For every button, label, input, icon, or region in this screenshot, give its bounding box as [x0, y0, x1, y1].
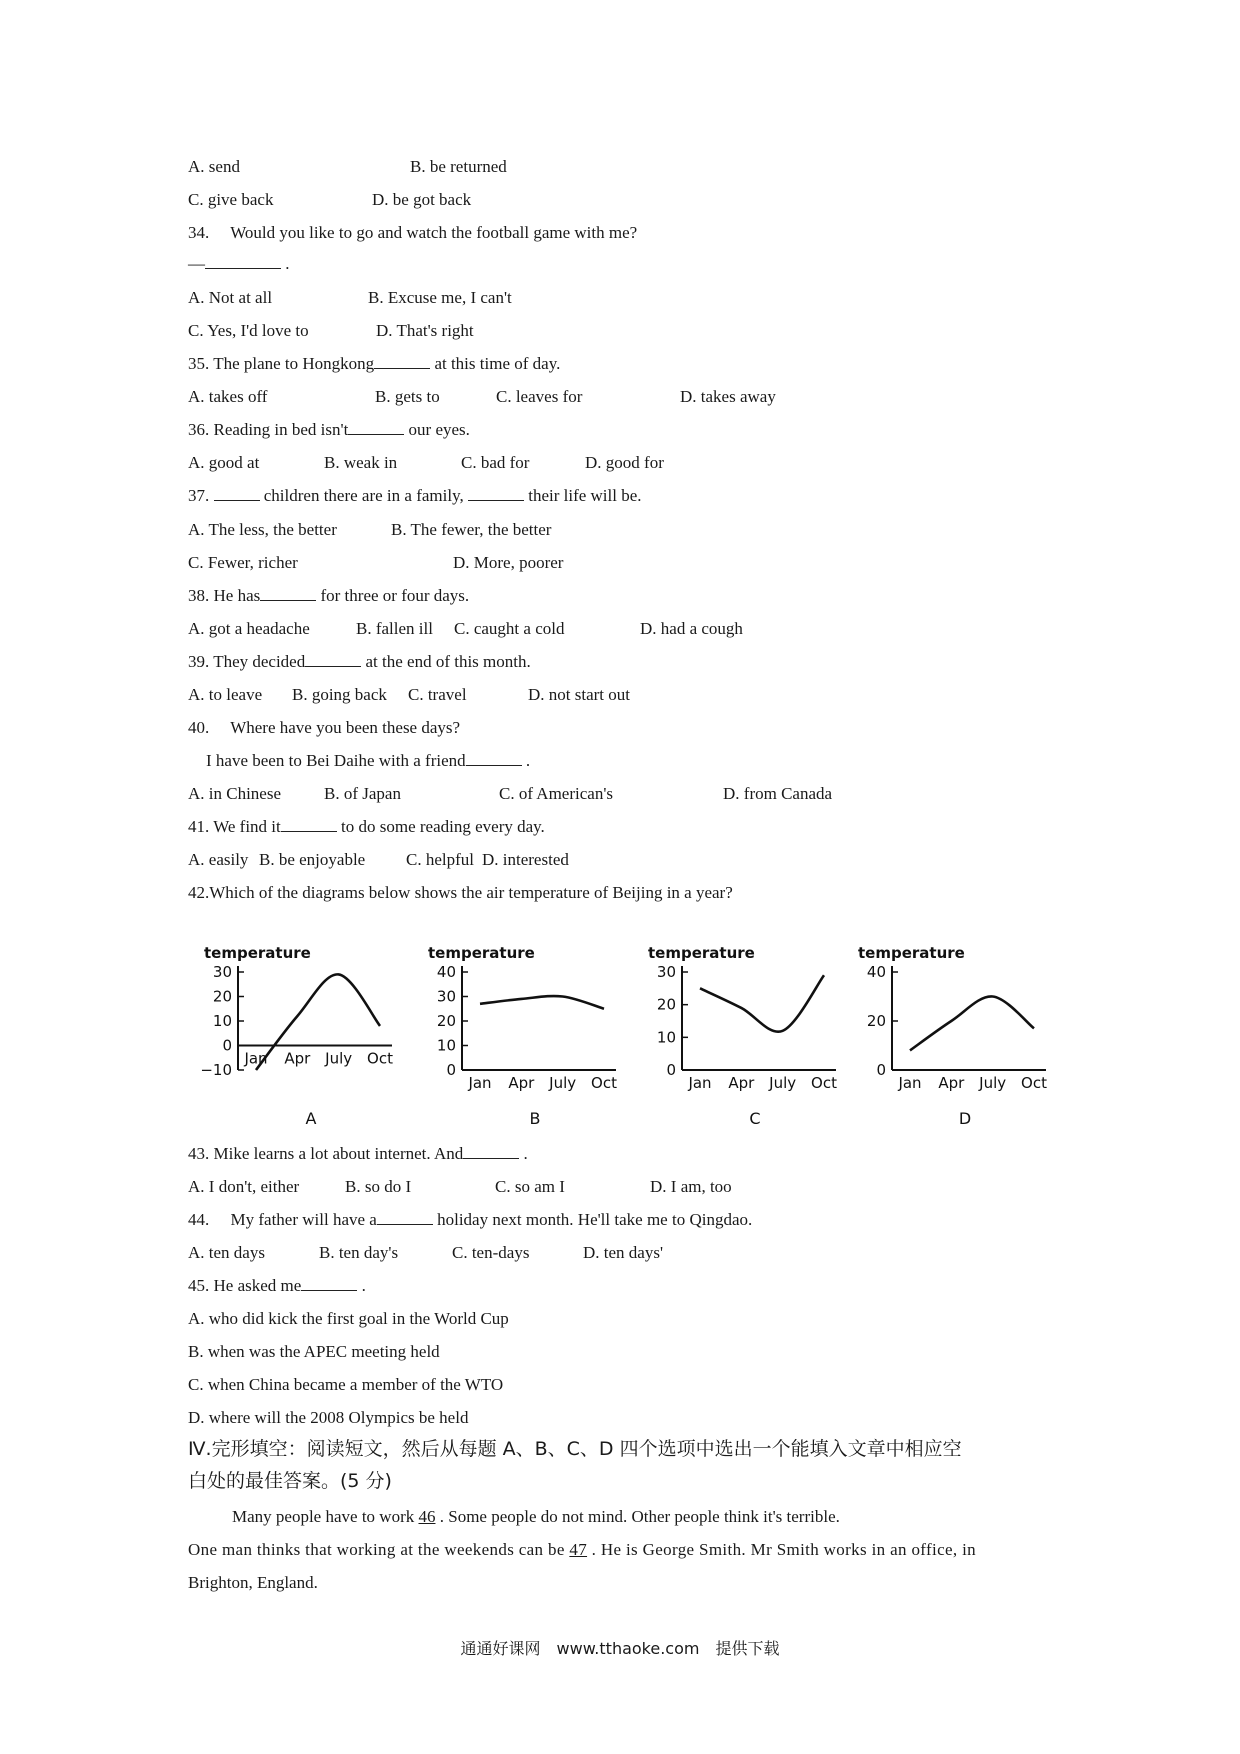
q35-stem [188, 353, 560, 375]
q39-blank [305, 652, 361, 667]
chart-caption: B [529, 1109, 541, 1128]
passage-text: Many people have to work [232, 1507, 419, 1526]
chart-y-tick-label: 10 [656, 1028, 676, 1047]
chart-x-tick-label: Jan [468, 1074, 492, 1092]
q36-blank [348, 420, 404, 435]
chart-caption: C [749, 1109, 761, 1128]
q35-option-b: B. gets to [375, 387, 440, 406]
q35-post: at this time of day. [430, 354, 561, 373]
q39-option-b: B. going back [292, 685, 387, 704]
q37-option-d: D. More, poorer [453, 553, 564, 572]
chart-y-tick-label: 40 [436, 963, 456, 981]
q35-option-d: D. takes away [680, 387, 776, 406]
q40-stem: 40. Where have you been these days? [188, 718, 461, 737]
page-footer: 通通好课网 www.tthaoke.com 提供下载 [460, 1639, 780, 1658]
q40-line2-text: I have been to Bei Daihe with a friend [206, 751, 466, 770]
q45-option-d: D. where will the 2008 Olympics be held [188, 1408, 469, 1427]
chart-temperature-line [700, 975, 824, 1031]
q39-option-d: D. not start out [528, 685, 630, 704]
q41-stem [188, 816, 545, 838]
q33-option-c: C. give back [188, 190, 274, 209]
chart-caption: A [305, 1109, 317, 1128]
q43-pre: 43. Mike learns a lot about internet. And [188, 1144, 464, 1163]
passage-line1 [232, 1506, 840, 1528]
q44-option-d: D. ten days' [583, 1243, 664, 1262]
q43-option-a: A. I don't, either [188, 1177, 300, 1196]
chart-x-tick-label: Apr [508, 1074, 535, 1092]
q38-pre: 38. He has [188, 586, 261, 605]
q45-end: . [357, 1276, 366, 1295]
q39-stem [188, 651, 531, 673]
q39-post: at the end of this month. [361, 652, 531, 671]
q37-option-b: B. The fewer, the better [391, 520, 552, 539]
q38-blank [260, 586, 316, 601]
q37-blank-1 [214, 486, 260, 501]
q33-option-a: A. send [188, 157, 240, 176]
q39-option-a: A. to leave [188, 685, 263, 704]
chart-y-tick-label: 0 [446, 1061, 456, 1079]
q41-blank [281, 817, 337, 832]
q45-pre: 45. He asked me [188, 1276, 302, 1295]
q35-blank [374, 354, 430, 369]
q36-option-a: A. good at [188, 453, 260, 472]
q41-option-a: A. easily [188, 850, 249, 869]
q41-option-b: B. be enjoyable [259, 850, 366, 869]
q45-option-c: C. when China became a member of the WTO [188, 1375, 504, 1394]
q36-option-d: D. good for [585, 453, 664, 472]
passage-text: One man thinks that working at the weekends can be [188, 1540, 570, 1559]
q33-option-b: B. be returned [410, 157, 507, 176]
blank-47: 47 [569, 1540, 588, 1559]
q41-post: to do some reading every day. [336, 817, 545, 836]
q45-blank [301, 1276, 357, 1291]
chart-y-tick-label: 30 [436, 987, 456, 1006]
q36-post: our eyes. [404, 420, 470, 439]
q40-option-c: C. of American's [499, 784, 614, 803]
q39-pre: 39. They decided [188, 652, 306, 671]
q34-end: . [285, 254, 290, 273]
q37-mid: children there are in a family, [259, 486, 468, 505]
chart-y-tick-label: 20 [656, 995, 676, 1014]
q43-stem [188, 1143, 528, 1165]
q40-blank [466, 751, 522, 766]
q34-option-d: D. That's right [376, 321, 474, 340]
chart-y-tick-label: 20 [436, 1012, 456, 1030]
q44-blank [377, 1210, 433, 1225]
q45-option-b: B. when was the APEC meeting held [188, 1342, 440, 1361]
q37-option-a: A. The less, the better [188, 520, 337, 539]
q38-option-d: D. had a cough [640, 619, 743, 638]
q37-blank-2 [468, 486, 524, 501]
q44-option-a: A. ten days [188, 1243, 265, 1262]
passage-text: . Some people do not mind. Other people think it's terrible. [435, 1507, 840, 1526]
q40-option-b: B. of Japan [324, 784, 401, 803]
q41-option-d: D. interested [482, 850, 569, 869]
q44-option-c: C. ten-days [452, 1243, 530, 1262]
q34-option-a: A. Not at all [188, 288, 273, 307]
q44-stem [188, 1209, 752, 1231]
chart-caption: D [958, 1109, 972, 1128]
chart-y-tick-label: 30 [212, 963, 232, 981]
chart-temperature-line [480, 996, 604, 1009]
q34-option-b: B. Excuse me, I can't [368, 288, 512, 307]
chart-x-tick-label: Apr [284, 1049, 311, 1068]
q43-blank [463, 1144, 519, 1159]
chart-ylabel: temperature [858, 944, 965, 962]
q41-pre: 41. We find it [188, 817, 281, 836]
q33-option-d: D. be got back [372, 190, 472, 209]
chart-x-tick-label: Oct [591, 1074, 617, 1092]
chart-ylabel: temperature [428, 944, 535, 962]
q43-option-d: D. I am, too [650, 1177, 732, 1196]
q40-end: . [521, 751, 531, 770]
passage-text: . He is George Smith. Mr Smith works in an office, in [587, 1540, 976, 1559]
chart-y-tick-label: 0 [876, 1061, 886, 1079]
q35-pre: 35. The plane to Hongkong [188, 354, 375, 373]
q38-option-a: A. got a headache [188, 619, 310, 638]
q35-option-a: A. takes off [188, 387, 268, 406]
q37-stem [188, 485, 642, 507]
q38-option-c: C. caught a cold [454, 619, 565, 638]
chart-x-tick-label: July [549, 1074, 577, 1092]
q34-blank [205, 254, 281, 269]
chart-x-tick-label: Oct [811, 1074, 837, 1092]
q37-pre: 37. [188, 486, 214, 505]
q42-stem: 42.Which of the diagrams below shows the air temperature of Beijing in a year? [188, 883, 733, 902]
q44-pre: 44. My father will have a [188, 1210, 377, 1229]
chart-x-tick-label: Jan [688, 1074, 712, 1092]
chart-y-tick-label: 30 [656, 963, 676, 981]
chart-x-tick-label: Jan [898, 1074, 922, 1092]
chart-ylabel: temperature [204, 944, 311, 962]
q34-dash: — [188, 254, 205, 273]
section4-heading-cont: 白处的最佳答案。(5 分) [188, 1470, 392, 1492]
chart-y-tick-label: 0 [666, 1061, 676, 1079]
chart-y-tick-label: 20 [212, 987, 232, 1006]
q35-option-c: C. leaves for [496, 387, 583, 406]
chart-a [196, 940, 406, 1130]
chart-y-tick-label: 20 [866, 1012, 886, 1030]
q36-pre: 36. Reading in bed isn't [188, 420, 349, 439]
q34-answer-line [188, 253, 290, 275]
q38-option-b: B. fallen ill [356, 619, 433, 638]
chart-ylabel: temperature [648, 944, 755, 962]
section4-heading: Ⅳ.完形填空：阅读短文，然后从每题 A、B、C、D 四个选项中选出一个能填入文章中相应空 [188, 1438, 962, 1460]
chart-x-tick-label: July [769, 1074, 797, 1092]
chart-x-tick-label: Jan [244, 1049, 268, 1068]
chart-y-tick-label: 10 [436, 1036, 456, 1055]
passage-line2 [188, 1539, 976, 1561]
chart-x-tick-label: July [325, 1049, 353, 1068]
q45-stem [188, 1275, 366, 1297]
q38-post: for three or four days. [316, 586, 470, 605]
q36-option-b: B. weak in [324, 453, 398, 472]
chart-x-tick-label: Apr [938, 1074, 965, 1092]
chart-c [640, 940, 850, 1130]
q37-post: their life will be. [523, 486, 642, 505]
q40-option-a: A. in Chinese [188, 784, 282, 803]
chart-d [850, 940, 1060, 1130]
q34-stem: 34. Would you like to go and watch the football game with me? [188, 223, 638, 242]
q44-post: holiday next month. He'll take me to Qingdao. [432, 1210, 753, 1229]
q40-option-d: D. from Canada [723, 784, 833, 803]
q36-option-c: C. bad for [461, 453, 530, 472]
chart-y-tick-label: −10 [200, 1061, 232, 1079]
chart-temperature-line [910, 996, 1034, 1050]
chart-x-tick-label: July [979, 1074, 1007, 1092]
chart-x-tick-label: Apr [728, 1074, 755, 1092]
q34-option-c: C. Yes, I'd love to [188, 321, 309, 340]
chart-y-tick-label: 10 [212, 1012, 232, 1030]
q44-option-b: B. ten day's [319, 1243, 399, 1262]
q36-stem [188, 419, 470, 441]
q40-line2 [206, 750, 530, 772]
chart-b [420, 940, 630, 1130]
q38-stem [188, 585, 469, 607]
q43-option-c: C. so am I [495, 1177, 565, 1196]
chart-x-tick-label: Oct [367, 1049, 393, 1068]
q45-option-a: A. who did kick the first goal in the World Cup [188, 1309, 509, 1328]
chart-temperature-line [256, 974, 380, 1070]
chart-y-tick-label: 40 [866, 963, 886, 981]
q43-option-b: B. so do I [345, 1177, 412, 1196]
blank-46: 46 [418, 1507, 436, 1526]
q43-end: . [519, 1144, 528, 1163]
q41-option-c: C. helpful [406, 850, 474, 869]
q39-option-c: C. travel [408, 685, 467, 704]
q37-option-c: C. Fewer, richer [188, 553, 298, 572]
chart-x-tick-label: Oct [1021, 1074, 1047, 1092]
passage-line3: Brighton, England. [188, 1573, 318, 1592]
chart-y-tick-label: 0 [222, 1036, 232, 1055]
